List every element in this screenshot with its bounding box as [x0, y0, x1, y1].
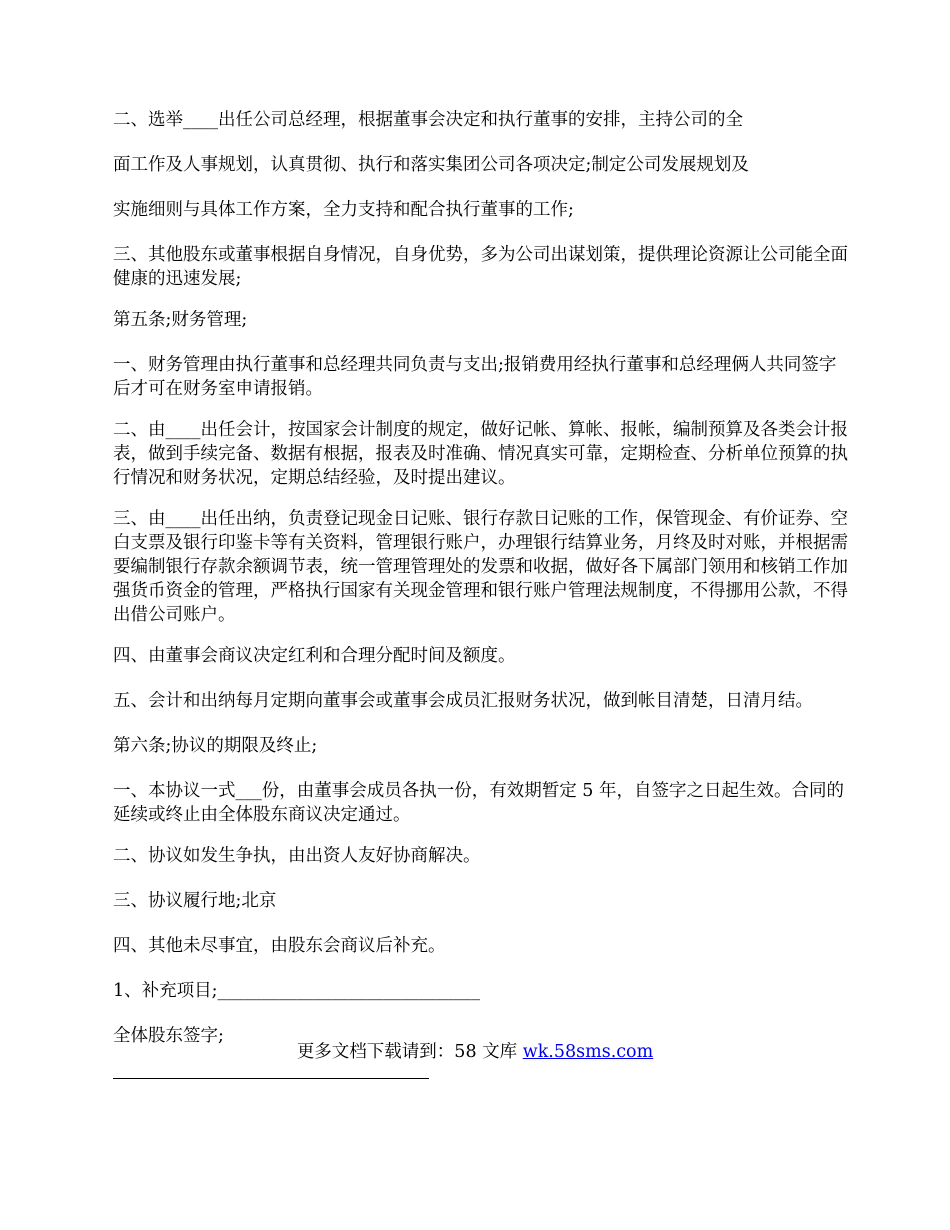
paragraph: 一、财务管理由执行董事和总经理共同负责与支出;报销费用经执行董事和总经理俩人共同签字后才可在财务室申请报销。	[113, 355, 837, 399]
paragraph: 四、其他未尽事宜，由股东会商议后补充。	[113, 936, 446, 956]
paragraph: 三、其他股东或董事根据自身情况，自身优势，多为公司出谋划策，提供理论资源让公司能全面健康的迅速发展;	[113, 245, 848, 289]
section-heading: 第五条;财务管理;	[113, 310, 248, 330]
paragraph: 三、由____出任出纳，负责登记现金日记账、银行存款日记账的工作，保管现金、有价证券、空白支票及银行印鉴卡等有关资料，管理银行账户，办理银行结算业务，月终及时对账，并根据需要编制银行存款余额调节表，统一管理管理处的发票和收据，做好各下属部门领用和核销工作加强货币资金的管理，严格执行国家有关现金管理和银行账户管理法规制度，不得挪用公款，不得出借公司账户。	[113, 509, 848, 625]
paragraph: 一、本协议一式___份，由董事会成员各执一份，有效期暂定 5 年，自签字之日起生效。合同的延续或终止由全体股东商议决定通过。	[113, 781, 845, 825]
paragraph: 全体股东签字;	[113, 1026, 224, 1046]
paragraph: 1、补充项目;______________________________	[113, 981, 481, 1001]
signature-line	[113, 1078, 429, 1079]
section-heading: 第六条;协议的期限及终止;	[113, 736, 318, 756]
paragraph: 四、由董事会商议决定红利和合理分配时间及额度。	[113, 646, 516, 666]
paragraph: 二、选举____出任公司总经理，根据董事会决定和执行董事的安排，主持公司的全	[113, 110, 743, 130]
paragraph: 二、由____出任会计，按国家会计制度的规定，做好记帐、算帐、报帐，编制预算及各类会计报表，做到手续完备、数据有根据，报表及时准确、情况真实可靠，定期检查、分析单位预算的执行情况和财务状况，定期总结经验，及时提出建议。	[113, 420, 848, 488]
paragraph: 面工作及人事规划，认真贯彻、执行和落实集团公司各项决定;制定公司发展规划及	[113, 155, 749, 175]
footer-link[interactable]: wk.58sms.com	[522, 1042, 654, 1062]
footer-text: 更多文档下载请到：58 文库	[296, 1042, 523, 1062]
footer	[0, 1040, 950, 1064]
document-body	[113, 108, 853, 1079]
paragraph: 二、协议如发生争执，由出资人友好协商解决。	[113, 846, 481, 866]
paragraph: 实施细则与具体工作方案，全力支持和配合执行董事的工作;	[113, 200, 574, 220]
paragraph: 三、协议履行地;北京	[113, 891, 277, 911]
paragraph: 五、会计和出纳每月定期向董事会或董事会成员汇报财务状况，做到帐目清楚，日清月结。	[113, 691, 813, 711]
